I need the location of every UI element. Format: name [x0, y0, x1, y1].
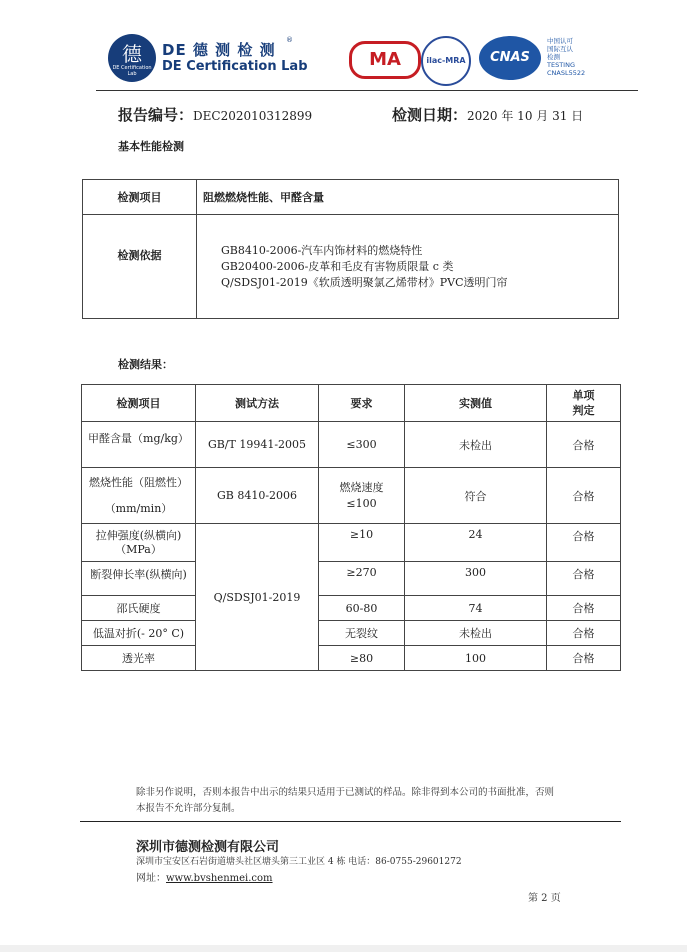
cell-judge: 合格	[547, 562, 621, 596]
header-divider	[96, 90, 638, 91]
table-row	[82, 621, 621, 646]
table-row	[82, 596, 621, 621]
cell-value: 74	[405, 596, 547, 621]
report-number	[118, 104, 312, 125]
item-label: 检测项目	[83, 180, 197, 215]
cell-judge: 合格	[547, 621, 621, 646]
table-row	[82, 524, 621, 562]
cell-value: 未检出	[405, 422, 547, 468]
cell-item: 燃烧性能（阻燃性） （mm/min）	[82, 468, 196, 524]
cell-req: 无裂纹	[319, 621, 405, 646]
basis-line: GB8410-2006-汽车内饰材料的燃烧特性	[221, 243, 423, 257]
cell-judge: 合格	[547, 422, 621, 468]
table-row	[82, 646, 621, 671]
website-link[interactable]: www.bvshenmei.com	[166, 873, 273, 884]
basis-line: Q/SDSJ01-2019《软质透明聚氯乙烯带材》PVC透明门帘	[221, 275, 508, 289]
col-header-item: 检测项目	[82, 385, 196, 422]
website-line	[136, 869, 273, 884]
de-logo-sub: DE Certification Lab	[112, 65, 152, 77]
cell-value: 100	[405, 646, 547, 671]
cell-req: ≥80	[319, 646, 405, 671]
col-header-method: 测试方法	[196, 385, 319, 422]
col-header-judge: 单项 判定	[547, 385, 621, 422]
item-value: 阻燃燃烧性能、甲醛含量	[197, 180, 619, 215]
section-title-results: 检测结果：	[118, 358, 173, 371]
cnas-side-text: 中国认可 国际互认 检测 TESTING CNASL5522	[547, 37, 586, 77]
cell-req: 燃烧速度 ≤100	[319, 468, 405, 524]
cma-logo: MA	[349, 41, 421, 79]
cell-value: 24	[405, 524, 547, 562]
page-number: 第 2 页	[528, 893, 561, 904]
de-logo-char: 德	[122, 42, 142, 66]
cell-method: GB 8410-2006	[196, 468, 319, 524]
cell-item: 低温对折(- 20° C)	[82, 621, 196, 646]
table-row	[82, 468, 621, 524]
cell-item: 甲醛含量（mg/kg）	[82, 422, 196, 468]
basis-list	[197, 215, 619, 319]
cell-judge: 合格	[547, 468, 621, 524]
cell-item: 邵氏硬度	[82, 596, 196, 621]
website-label: 网址：	[136, 873, 166, 884]
basis-label: 检测依据	[83, 215, 197, 319]
cell-value: 300	[405, 562, 547, 596]
disclaimer-note: 除非另作说明，否则本报告中出示的结果只适用于已测试的样品。除非得到本公司的书面批准，否则本报告不允许部分复制。	[136, 787, 555, 814]
report-date-label: 检测日期：	[392, 106, 468, 124]
cell-item: 断裂伸长率(纵横向)	[82, 562, 196, 596]
cell-req: ≥270	[319, 562, 405, 596]
company-address: 深圳市宝安区石岩街道塘头社区塘头第三工业区 4 栋 电话：86-0755-29601272	[136, 857, 462, 867]
ilac-mra-logo: ilac-MRA	[421, 36, 471, 86]
table-row	[82, 562, 621, 596]
results-header-row	[82, 385, 621, 422]
company-name: 深圳市德测检测有限公司	[136, 840, 280, 855]
report-number-label: 报告编号：	[118, 106, 194, 124]
cell-req: 60-80	[319, 596, 405, 621]
cell-method: Q/SDSJ01-2019	[196, 524, 319, 671]
brand-cn: DE 德 测 检 测	[162, 41, 276, 59]
basis-line: GB20400-2006-皮革和毛皮有害物质限量 c 类	[221, 259, 454, 273]
cell-value: 符合	[405, 468, 547, 524]
cell-req: ≥10	[319, 524, 405, 562]
cell-judge: 合格	[547, 596, 621, 621]
cnas-logo: CNAS	[479, 36, 541, 80]
table-row	[82, 422, 621, 468]
results-table	[81, 384, 621, 671]
footer-divider	[80, 821, 621, 822]
section-title-basic: 基本性能检测	[118, 140, 184, 153]
col-header-req: 要求	[319, 385, 405, 422]
cell-item: 拉伸强度(纵横向) （MPa）	[82, 524, 196, 562]
cell-req: ≤300	[319, 422, 405, 468]
de-logo	[108, 34, 156, 82]
cell-judge: 合格	[547, 524, 621, 562]
cell-item: 透光率	[82, 646, 196, 671]
brand-en: DE Certification Lab	[162, 59, 308, 74]
col-header-value: 实测值	[405, 385, 547, 422]
report-number-value: DEC202010312899	[193, 109, 313, 123]
registered-mark: ®	[286, 36, 293, 44]
cell-judge: 合格	[547, 646, 621, 671]
report-date	[392, 104, 583, 125]
report-date-value: 2020 年 10 月 31 日	[467, 109, 584, 123]
cell-value: 未检出	[405, 621, 547, 646]
info-table	[82, 179, 619, 319]
cell-method: GB/T 19941-2005	[196, 422, 319, 468]
